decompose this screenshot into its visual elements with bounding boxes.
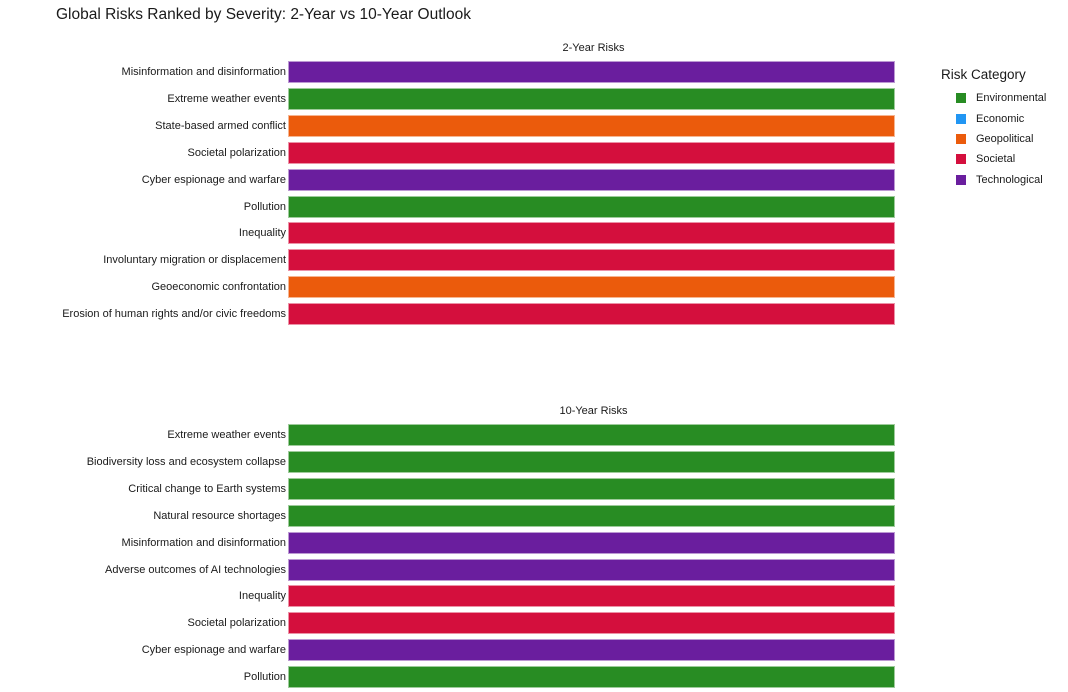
risk-bar [288,61,895,83]
bar-row [0,503,897,530]
risk-bar [288,666,895,688]
legend-item [941,88,1068,108]
legend-label: Economic [976,112,1025,125]
risk-bar [288,612,895,634]
risk-bar [288,222,895,244]
risk-label: Biodiversity loss and ecosystem collapse [86,456,286,469]
legend-label: Geopolitical [976,132,1034,145]
page-title: Global Risks Ranked by Severity: 2-Year vs 10-Year Outlook [56,6,471,23]
risk-bar [288,505,895,527]
risk-label: Misinformation and disinformation [121,536,286,549]
risk-label: Cyber espionage and warfare [141,173,286,186]
legend-label: Societal [976,153,1016,166]
chart-10-year-title: 10-Year Risks [559,405,628,417]
chart-2-year-bars [0,59,897,327]
bar-row [0,449,897,476]
risk-label: Inequality [238,590,286,603]
chart-2-year-title: 2-Year Risks [562,42,625,54]
legend-items [941,88,1068,190]
risk-bar [288,142,895,164]
bar-row [0,220,897,247]
legend-color-swatch-icon [956,154,966,164]
risk-bar [288,478,895,500]
bar-row [0,113,897,140]
bar-row [0,193,897,220]
risk-bar [288,169,895,191]
legend-color-swatch-icon [956,114,966,124]
risk-label: Erosion of human rights and/or civic freedoms [62,308,286,321]
bar-row [0,247,897,274]
risk-bar [288,559,895,581]
risk-bar [288,276,895,298]
legend-color-swatch-icon [956,93,966,103]
chart-10-year-bars [0,422,897,690]
legend-color-swatch-icon [956,175,966,185]
legend-color-swatch-icon [956,134,966,144]
legend-item [941,108,1068,128]
risk-label: Misinformation and disinformation [121,66,286,79]
bar-row [0,476,897,503]
bar-row [0,86,897,113]
legend-title: Risk Category [941,67,1026,82]
risk-bar [288,639,895,661]
legend-label: Technological [976,173,1043,186]
risk-label: Societal polarization [187,146,286,159]
bar-row [0,166,897,193]
bar-row [0,59,897,86]
risk-bar [288,115,895,137]
risk-label: Adverse outcomes of AI technologies [105,563,286,576]
legend-label: Environmental [976,92,1047,105]
risk-label: Natural resource shortages [153,509,286,522]
bar-row [0,529,897,556]
bar-row [0,610,897,637]
risk-bar [288,424,895,446]
legend-item [941,149,1068,169]
risk-bar [288,532,895,554]
bar-row [0,274,897,301]
bar-row [0,301,897,328]
risk-bar [288,249,895,271]
risk-bar [288,303,895,325]
risk-label: Societal polarization [187,617,286,630]
bar-row [0,422,897,449]
risk-bar [288,196,895,218]
legend-item [941,170,1068,190]
risk-bar [288,585,895,607]
risk-label: Involuntary migration or displacement [103,254,286,267]
bar-row [0,583,897,610]
legend-item [941,129,1068,149]
bar-row [0,637,897,664]
bar-row [0,140,897,167]
risk-label: Cyber espionage and warfare [141,644,286,657]
risk-label: Extreme weather events [167,93,286,106]
risk-bar [288,451,895,473]
risk-label: Extreme weather events [167,429,286,442]
bar-row [0,664,897,691]
legend [941,66,1068,190]
bar-row [0,556,897,583]
risk-label: Geoeconomic confrontation [151,281,286,294]
risk-label: Pollution [243,671,286,684]
risk-label: Pollution [243,200,286,213]
risk-label: Inequality [238,227,286,240]
risk-label: Critical change to Earth systems [128,483,286,496]
risk-label: State-based armed conflict [155,120,286,133]
risk-bar [288,88,895,110]
